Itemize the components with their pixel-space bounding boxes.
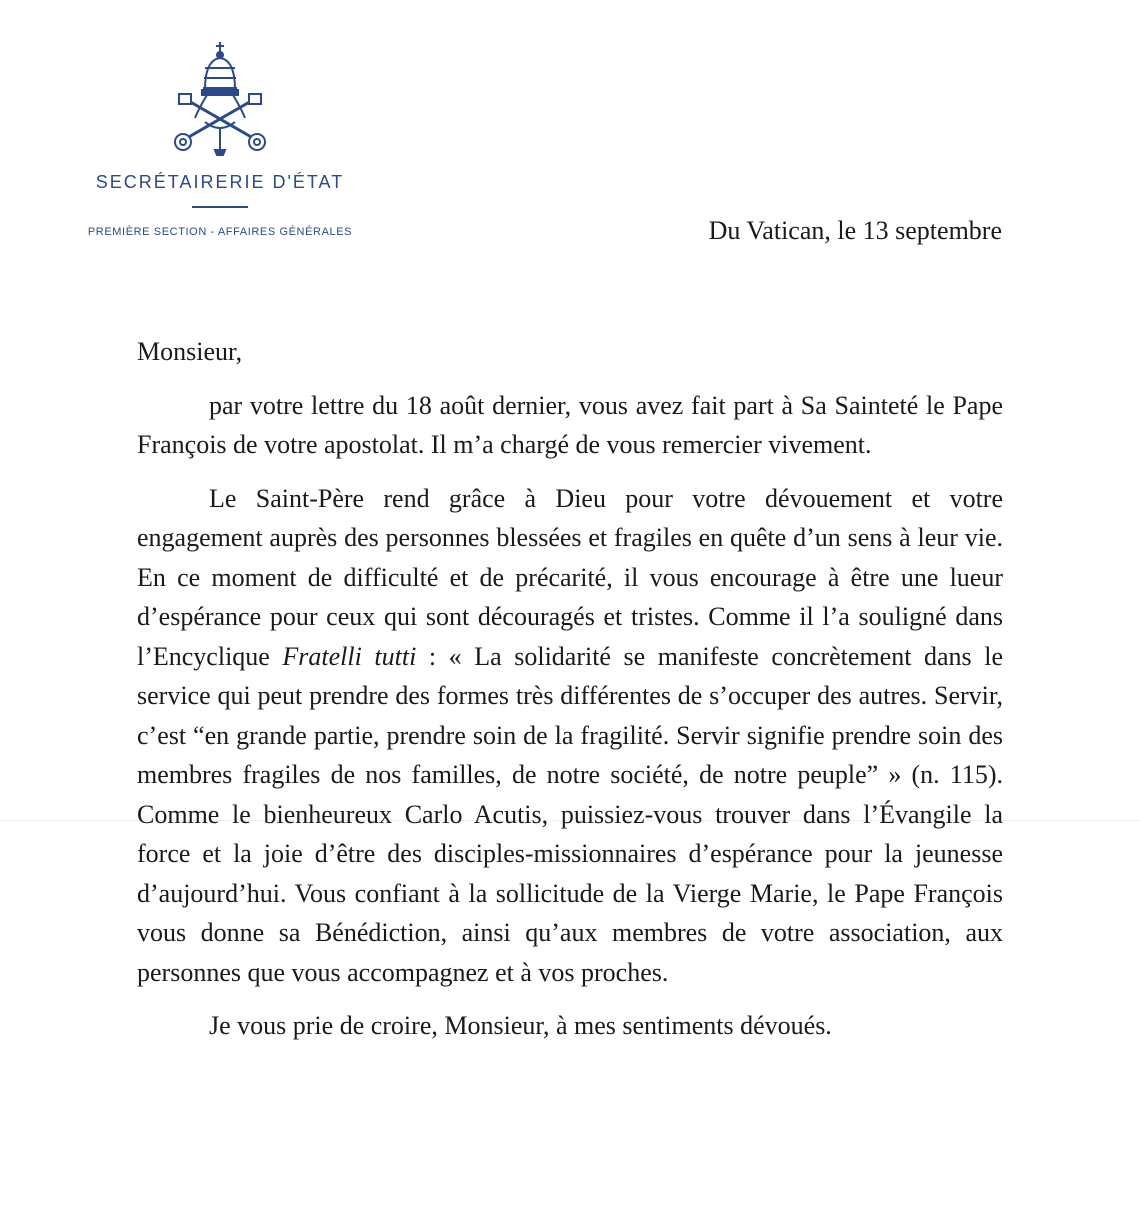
papal-keys-tiara-emblem-icon: [165, 38, 275, 156]
paragraph-2-part-1: Le Saint-Père rend grâce à Dieu pour votre dévouement et votre engagement auprès des personnes blessées et fragiles en quête d’un sens à leur vie. En ce moment de difficulté et de précarité, il vous encourage à être une lueur d’espérance pour ceux qui sont découragés et tristes. Comme il l’a souligné dans l’Encyclique: [137, 483, 1003, 671]
salutation: Monsieur,: [137, 337, 243, 366]
letterhead-rule: [192, 206, 248, 208]
paragraph-2-part-2: : « La solidarité se manifeste concrètement dans le service qui peut prendre des formes très différentes de s’occuper des autres. Servir, c’est “en grande partie, prendre soin de la fragilité. Servir signifie prendre soin des membres fragiles de nos familles, de notre société, de notre peuple” » (n. 115). Comme le bienheureux Carlo Acutis, puissiez-vous trouver dans l’Évangile la force et la joie d’être des disciples-missionnaires d’espérance pour la jeunesse d’aujourd’hui. Vous confiant à la sollicitude de la Vierge Marie, le Pape François vous donne sa Bénédiction, ainsi qu’aux membres de votre association, aux personnes que vous accompagnez et à vos proches.: [137, 641, 1003, 987]
letter-body: [137, 332, 1003, 1046]
letterhead: [60, 38, 380, 238]
closing-formula: Je vous prie de croire, Monsieur, à mes sentiments dévoués.: [209, 1011, 832, 1040]
paragraph-2: [137, 479, 1003, 993]
office-name: SECRÉTAIRERIE D'ÉTAT: [95, 172, 345, 192]
encyclical-title: Fratelli tutti: [282, 641, 417, 671]
section-name: PREMIÈRE SECTION - AFFAIRES GÉNÉRALES: [87, 226, 353, 238]
paragraph-1: par votre lettre du 18 août dernier, vous avez fait part à Sa Sainteté le Pape François de votre apostolat. Il m’a chargé de vous remercier vivement.: [137, 390, 1003, 459]
dateline: Du Vatican, le 13 septembre: [708, 216, 1002, 245]
